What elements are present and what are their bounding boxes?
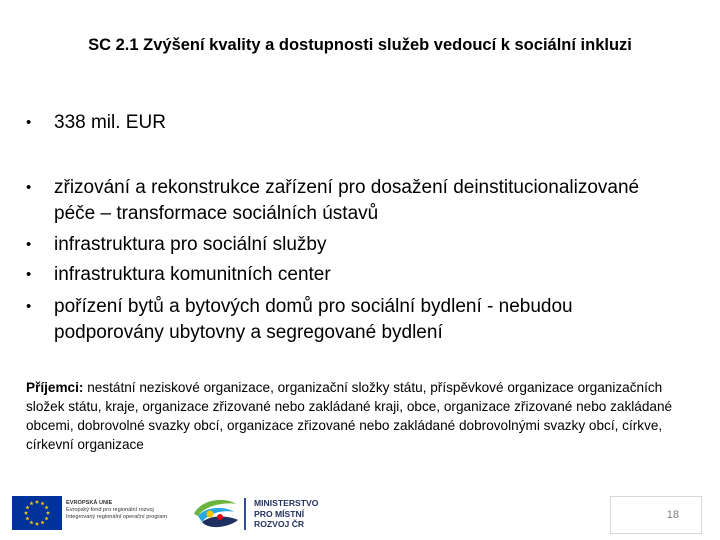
- page-title: SC 2.1 Zvýšení kvality a dostupnosti služeb vedoucí k sociální inkluzi: [88, 36, 632, 54]
- bullet-text: zřizování a rekonstrukce zařízení pro dosažení deinstitucionalizované péče – transformace sociálních ústavů: [54, 177, 640, 224]
- recipients-text: nestátní neziskové organizace, organizační složky státu, příspěvkové organizace organizačních složek státu, kraje, organizace zřizované nebo zakládané kraji, obce, organizace zřizované nebo zakládané obcemi, dobrovolné svazky obcí, organizace zřizované nebo zakládané dobrovolnými svazky obcí, církve, církevní organizace: [26, 380, 673, 452]
- recipients-label: Příjemci:: [26, 380, 84, 395]
- bullet-symbol: •: [26, 298, 32, 315]
- eu-text-line: EVROPSKÁ UNIE: [66, 500, 113, 506]
- page-number: 18: [666, 509, 679, 521]
- list-item: [26, 294, 672, 346]
- bullet-symbol: •: [26, 114, 32, 131]
- mmr-text-line: ROZVOJ ČR: [254, 519, 305, 529]
- list-item: [26, 232, 716, 258]
- bullet-symbol: •: [26, 236, 32, 253]
- recipients-paragraph: [26, 378, 698, 454]
- eu-text: [66, 500, 186, 521]
- list-item: [26, 110, 716, 136]
- page-number-box: [610, 496, 702, 534]
- bullet-text: infrastruktura pro sociální služby: [54, 234, 327, 255]
- footer: [0, 490, 720, 536]
- mmr-logo-icon: [190, 494, 242, 532]
- eu-flag-icon: [12, 496, 62, 530]
- bullet-text: 338 mil. EUR: [54, 112, 166, 133]
- mmr-text: [254, 498, 374, 530]
- list-item: [26, 175, 666, 227]
- logo-divider: [244, 498, 246, 530]
- eu-text-line: Evropský fond pro regionální rozvoj: [66, 507, 154, 513]
- mmr-text-line: PRO MÍSTNÍ: [254, 508, 305, 519]
- eu-text-line: Integrovaný regionální operační program: [66, 514, 168, 520]
- bullet-text: infrastruktura komunitních center: [54, 264, 331, 285]
- bullet-symbol: •: [26, 179, 32, 196]
- bullet-symbol: •: [26, 266, 32, 283]
- list-item: [26, 262, 716, 288]
- mmr-text-line: MINISTERSTVO: [254, 498, 319, 508]
- bullet-text: pořízení bytů a bytových domů pro sociální bydlení - nebudou podporovány ubytovny a segregované bydlení: [54, 296, 573, 343]
